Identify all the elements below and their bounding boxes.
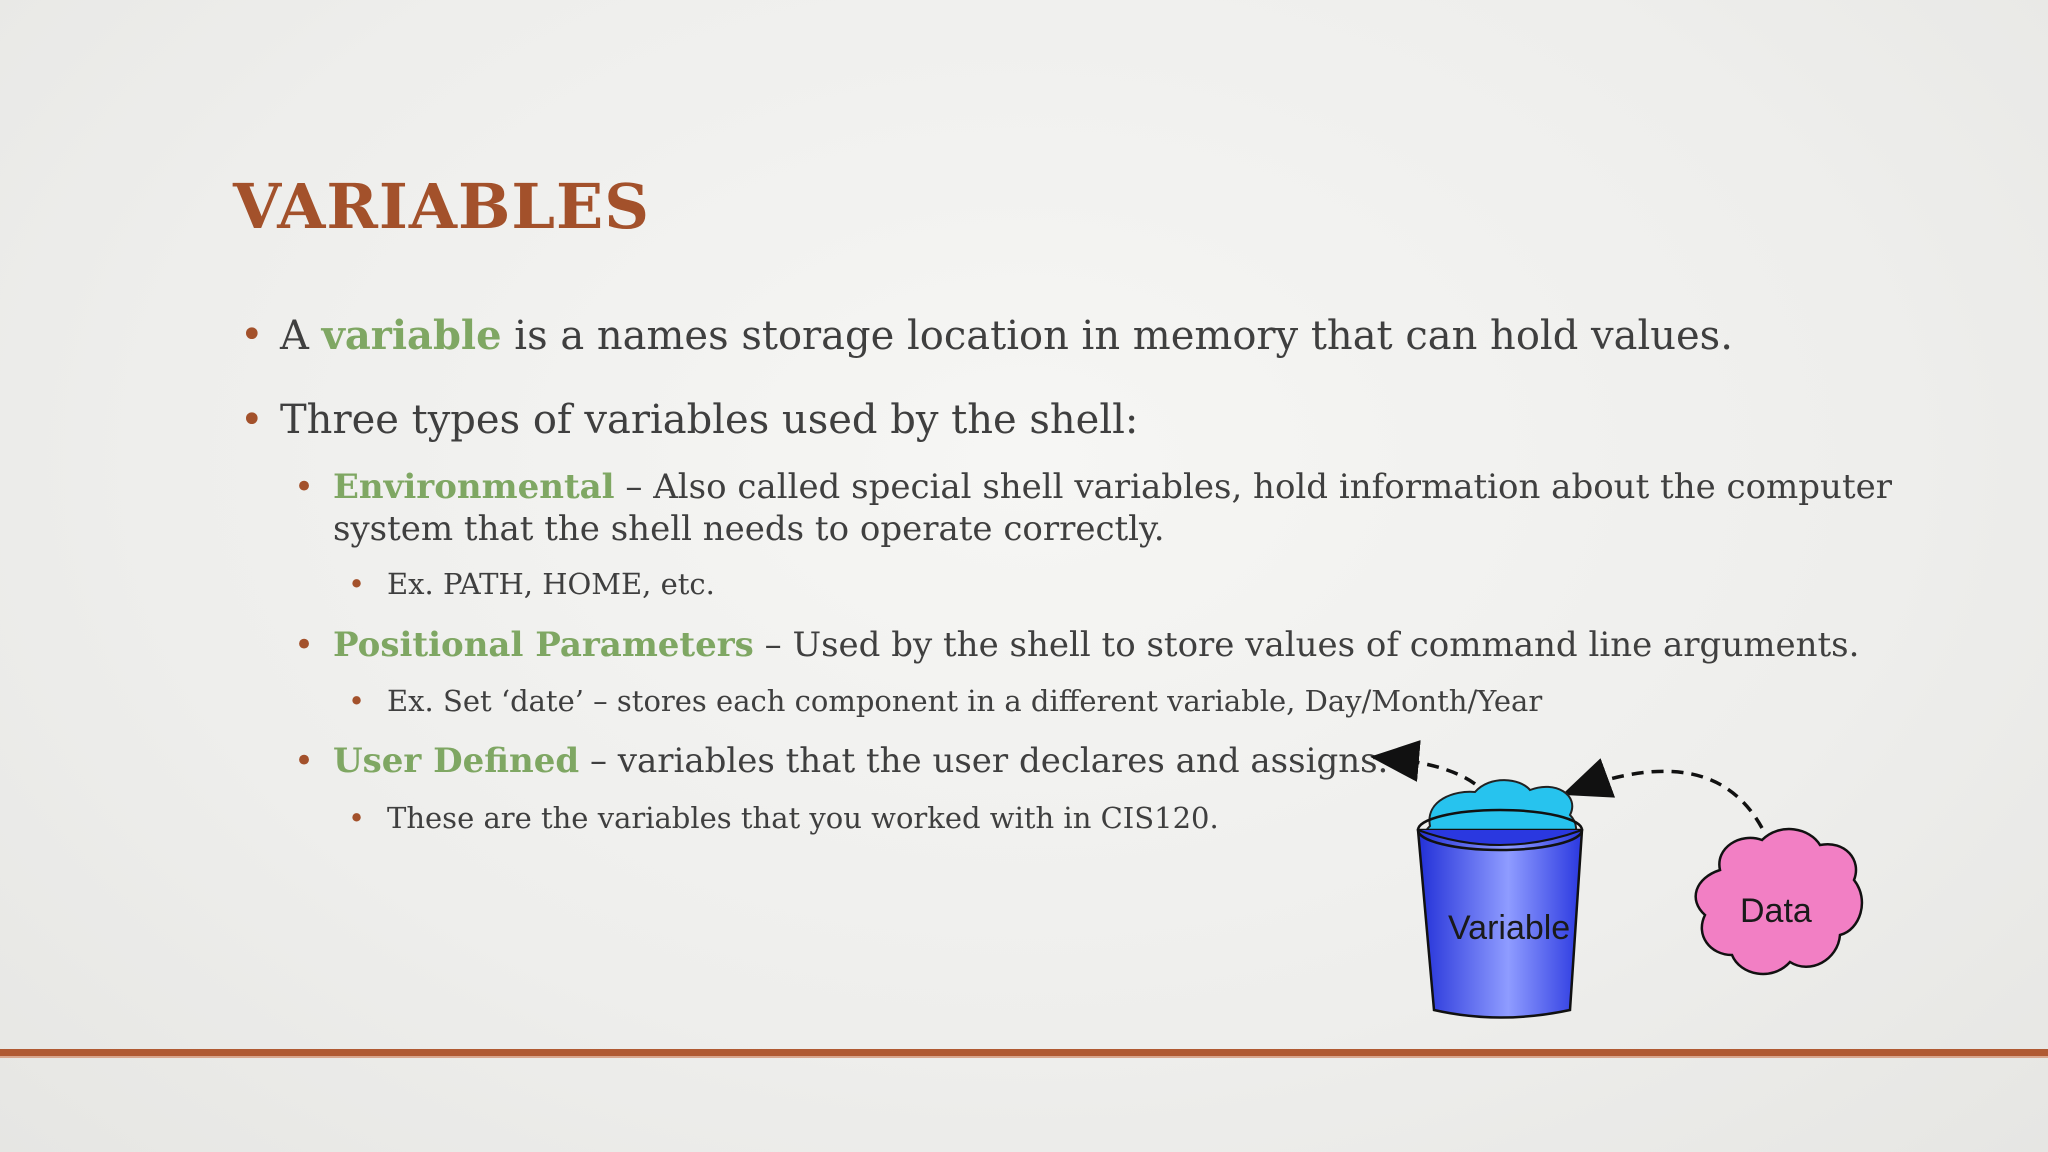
sub-bullet-environmental-example: Ex. PATH, HOME, etc.	[387, 567, 715, 601]
term-positional-parameters: Positional Parameters	[333, 625, 754, 665]
slide-title: VARIABLES	[233, 170, 651, 243]
bullet-marker: •	[240, 397, 264, 443]
bullet-positional-parameters: Positional Parameters – Used by the shell to store values of command line arguments.	[333, 625, 1860, 665]
term-environmental: Environmental	[333, 467, 615, 507]
bullet-environmental: Environmental – Also called special shell variables, hold information about the computer	[333, 467, 1892, 507]
variable-bucket-illustration	[1370, 730, 1890, 1030]
footer-rule	[0, 1049, 2048, 1056]
bullet-variable-definition: A variable is a names storage location in memory that can hold values.	[280, 312, 1733, 359]
sub-bullet-user-defined-example: These are the variables that you worked with in CIS120.	[387, 801, 1219, 835]
sub-bullet-positional-example: Ex. Set ‘date’ – stores each component in a different variable, Day/Month/Year	[387, 684, 1543, 718]
bullet-marker: •	[240, 312, 264, 358]
data-blob-label: Data	[1740, 892, 1812, 930]
bullet-marker: •	[294, 625, 315, 665]
bullet-environmental-cont: system that the shell needs to operate correctly.	[333, 509, 1165, 549]
bullet-marker: •	[348, 801, 366, 835]
bullet-user-defined: User Defined – variables that the user declares and assigns.	[333, 741, 1389, 781]
bucket-label: Variable	[1448, 909, 1571, 947]
bullet-marker: •	[348, 567, 366, 601]
bullet-three-types: Three types of variables used by the shell:	[280, 397, 1139, 443]
footer-rule-shadow	[0, 1056, 2048, 1058]
bullet-marker: •	[294, 467, 315, 507]
term-user-defined: User Defined	[333, 741, 580, 781]
bullet-marker: •	[348, 684, 366, 718]
term-variable: variable	[321, 312, 502, 359]
dashed-arrow-right	[1575, 771, 1762, 828]
bullet-marker: •	[294, 741, 315, 781]
